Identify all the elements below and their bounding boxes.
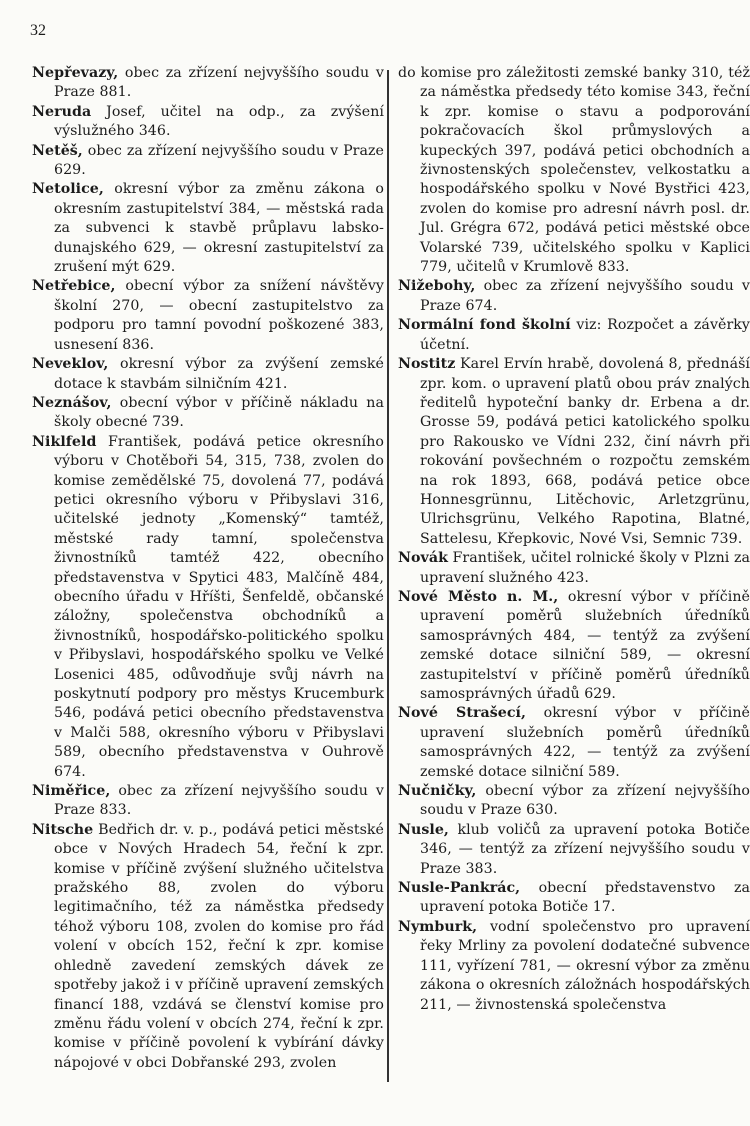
index-entry bbox=[32, 394, 384, 433]
entry-text: okresní výbor za zvýšení zemské dotace k stavbám silničním 421. bbox=[54, 356, 384, 392]
entry-headword: Nižebohy, bbox=[398, 278, 476, 295]
entry-headword: Netolice, bbox=[32, 181, 104, 198]
page-number: 32 bbox=[30, 22, 46, 39]
index-entry bbox=[398, 704, 750, 782]
index-entry bbox=[398, 879, 750, 918]
entry-headword: Niměřice, bbox=[32, 783, 111, 800]
entry-headword: Netřebice, bbox=[32, 278, 116, 295]
entry-text: klub voličů za upravení potoka Botiče 346, — tentýž za zřízení nejvyššího soudu v Praze 383. bbox=[420, 821, 750, 877]
entry-text: František, podává petice okresního výboru v Chotěboři 54, 315, 738, zvolen do komise zemědělské 75, dovolená 77, podává petici okresního výboru v Přibyslavi 316, učitelské jednoty „Komenský“ tamtéž, městské rady tamní, společenstva živnostníků tamtéž 422, obecního představenstva v Spytici 483, Malčíně 484, obecního úřadu v Hříšti, Šenfeldě, občanské záložny, společenstva obchodníků a živnostníků, hospodářsko-politického spolku v Přibyslavi, hospodářského spolku ve Velké Losenici 485, odůvodňuje svůj návrh na poskytnutí podpory pro městys Krucemburk 546, podává petici obecního představenstva v Malči 588, okresního výboru v Přibyslavi 589, obecního představenstva v Ouhrově 674. bbox=[54, 433, 384, 780]
index-entry bbox=[32, 103, 384, 142]
entry-headword: Neveklov, bbox=[32, 356, 109, 373]
entry-text: viz: Rozpočet a závěrky účetní. bbox=[420, 317, 750, 353]
index-entry bbox=[32, 277, 384, 355]
entry-text: okresní výbor v příčině upravení poměrů služebních úředníků samosprávných 484, — tentýž za zvýšení zemské dotace silniční 589, — okresní zastupitelství v příčině poměrů úředníků samosprávných úřadů 629. bbox=[420, 588, 750, 702]
index-entry bbox=[398, 355, 750, 549]
entry-headword: Niklfeld bbox=[32, 433, 97, 450]
entry-text: okresní výbor v příčině upravení služebních poměrů úředníků samosprávných 422, — tentýž za zvýšení zemské dotace silniční 589. bbox=[420, 705, 750, 780]
entry-text: obecní výbor za zřízení nejvyššího soudu v Praze 630. bbox=[420, 783, 750, 819]
entry-headword: Normální fond školní bbox=[398, 317, 571, 334]
entry-text: obec za zřízení nejvyššího soudu v Praze 629. bbox=[54, 142, 384, 179]
index-entry bbox=[32, 782, 384, 821]
index-entry bbox=[398, 588, 750, 704]
index-entry bbox=[398, 277, 750, 316]
entry-headword: Neruda bbox=[32, 103, 92, 120]
entry-headword: Netěš, bbox=[32, 142, 83, 159]
index-column-left bbox=[32, 64, 384, 1073]
entry-headword: Neznášov, bbox=[32, 394, 112, 411]
index-column-right bbox=[398, 64, 750, 1015]
index-entry bbox=[398, 316, 750, 355]
entry-headword: Novák bbox=[398, 550, 448, 567]
entry-text: obec za zřízení nejvyššího soudu v Praze 833. bbox=[54, 783, 384, 819]
entry-headword: Nostitz bbox=[398, 356, 456, 373]
entry-text: František, učitel rolnické školy v Plzni za upravení služného 423. bbox=[420, 550, 750, 586]
entry-text: obec za zřízení nejvyššího soudu v Praze 881. bbox=[54, 65, 384, 101]
entry-text: do komise pro záležitosti zemské banky 310, též za náměstka předsedy této komise 343, řeční k zpr. komise o stavu a podporování pokračovacích škol průmyslových a kupeckých 397, podává petici obchodních a živnostenských společenstev, velkostatku a hospodářského spolku v Nové Bystřici 423, zvolen do komise pro adresní návrh posl. dr. Jul. Grégra 672, podává petici městské obce Volarské 739, učitelského spolku v Kaplici 779, učitelů v Krumlově 833. bbox=[398, 65, 750, 276]
index-entry-continued bbox=[398, 64, 750, 277]
entry-headword: Nové Strašecí, bbox=[398, 705, 526, 722]
entry-headword: Nitsche bbox=[32, 821, 94, 838]
index-entry bbox=[32, 355, 384, 394]
index-entry bbox=[32, 180, 384, 277]
entry-text: obecní výbor v příčině nákladu na školy obecné 739. bbox=[54, 394, 384, 431]
index-entry bbox=[32, 433, 384, 782]
entry-headword: Nové Město n. M., bbox=[398, 588, 559, 605]
entry-text: obec za zřízení nejvyššího soudu v Praze 674. bbox=[420, 278, 750, 314]
index-entry bbox=[32, 821, 384, 1073]
entry-headword: Nučničky, bbox=[398, 783, 477, 800]
entry-text: obecní výbor za snížení návštěvy školní 270, — obecní zastupitelstvo za podporu pro tamní povodní poškozené 383, usnesení 836. bbox=[54, 278, 384, 353]
index-entry bbox=[398, 918, 750, 1015]
index-entry bbox=[398, 821, 750, 879]
entry-text: obecní představenstvo za upravení potoka Botiče 17. bbox=[420, 880, 750, 916]
entry-text: okresní výbor za změnu zákona o okresním zastupitelství 384, — městská rada za subvenci k stavbě průplavu labsko-dunajského 629, — okresní zastupitelství za zrušení mýt 629. bbox=[54, 181, 384, 276]
entry-text: Karel Ervín hrabě, dovolená 8, přednáší zpr. kom. o upravení platů obou práv znalých ředitelů hypoteční banky dr. Erbena a dr. Grosse 59, podává petici katolického spolku pro Rakousko ve Vídni 232, činí návrh při rokování povšechném o rozpočtu zemském na rok 1893, 668, podává petice obce Honnesgrünnu, Litěchovic, Arletzgrünu, Ulrichsgrünu, Velkého Rapotina, Blatné, Sattelesu, Křepkovic, Nové Vsi, Semnic 739. bbox=[420, 356, 750, 547]
entry-text: Josef, učitel na odp., za zvýšení výslužného 346. bbox=[54, 103, 384, 140]
index-entry bbox=[398, 549, 750, 588]
index-entry bbox=[398, 782, 750, 821]
entry-headword: Nepřevazy, bbox=[32, 65, 119, 81]
entry-text: vodní společenstvo pro upravení řeky Mrliny za povolení dodatečné subvence 111, vyřízení 781, — okresní výbor za změnu zákona o okresních záložnách hospodářských 211, — živnostenská společenstva bbox=[420, 918, 750, 1013]
entry-headword: Nymburk, bbox=[398, 918, 478, 935]
column-divider bbox=[387, 70, 389, 1082]
index-entry bbox=[32, 64, 384, 103]
entry-text: Bedřich dr. v. p., podává petici městské obce v Nových Hradech 54, řeční k zpr. komise v příčině zvýšení služného učitelstva pražského 88, zvolen do výboru legitimačního, též za náměstka předsedy téhož výboru 108, zvolen do komise pro řád volení v obcích 152, řeční k zpr. komise ohledně zavedení zemských dávek ze spotřeby jakož i v příčině upravení zemských financí 188, vzdává se členství komise pro změnu řádu volení v obcích 274, řeční k zpr. komise v příčině povolení k vybírání dávky nápojové v obci Dobřanské 293, zvolen bbox=[54, 821, 384, 1071]
entry-headword: Nusle-Pankrác, bbox=[398, 880, 521, 897]
entry-headword: Nusle, bbox=[398, 821, 449, 838]
index-entry bbox=[32, 142, 384, 181]
